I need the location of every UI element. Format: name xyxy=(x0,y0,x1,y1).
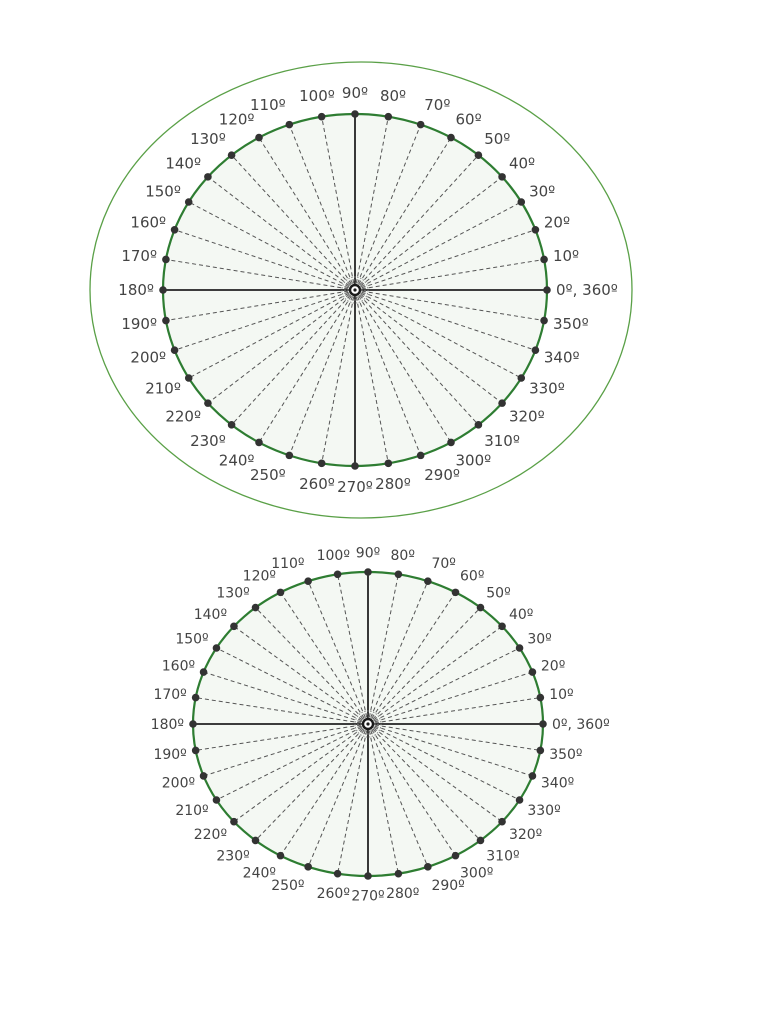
angle-label-130: 130º xyxy=(190,130,226,149)
angle-label-260: 260º xyxy=(316,885,350,902)
angle-marker-200 xyxy=(200,772,208,780)
angle-label-240: 240º xyxy=(242,865,276,882)
angle-marker-350 xyxy=(540,317,548,325)
angle-marker-70 xyxy=(417,121,425,129)
angle-marker-190 xyxy=(162,317,170,325)
angle-marker-170 xyxy=(192,694,200,702)
angle-label-310: 310º xyxy=(486,848,520,865)
angle-label-350: 350º xyxy=(549,746,583,763)
angle-label-190: 190º xyxy=(153,746,187,763)
angle-marker-70 xyxy=(424,577,432,585)
angle-marker-60 xyxy=(447,134,455,142)
angle-label-50: 50º xyxy=(486,585,511,602)
angle-label-290: 290º xyxy=(424,466,460,485)
angle-marker-10 xyxy=(537,694,545,702)
angle-label-110: 110º xyxy=(271,555,305,572)
angle-marker-230 xyxy=(228,421,236,429)
angle-label-200: 200º xyxy=(130,348,167,367)
angle-marker-140 xyxy=(230,622,238,630)
angle-label-290: 290º xyxy=(431,878,465,895)
angle-marker-170 xyxy=(162,256,170,264)
angle-label-170: 170º xyxy=(121,246,158,265)
angle-marker-320 xyxy=(498,818,506,826)
angle-label-330: 330º xyxy=(527,802,561,819)
angle-marker-210 xyxy=(213,796,221,804)
angle-label-40: 40º xyxy=(508,606,534,623)
angle-label-260: 260º xyxy=(299,475,335,494)
angle-label-170: 170º xyxy=(153,687,187,704)
angle-label-120: 120º xyxy=(242,568,276,585)
angle-marker-240 xyxy=(277,852,285,860)
angle-label-90: 90º xyxy=(341,83,369,102)
angle-marker-230 xyxy=(252,837,260,845)
angle-marker-290 xyxy=(417,452,425,460)
angle-label-70: 70º xyxy=(424,95,451,114)
angle-marker-90 xyxy=(364,568,372,576)
angle-label-320: 320º xyxy=(508,407,545,426)
angle-marker-220 xyxy=(230,818,238,826)
angle-label-270: 270º xyxy=(337,478,373,497)
angle-marker-30 xyxy=(517,198,525,206)
angle-marker-300 xyxy=(452,852,460,860)
angle-marker-160 xyxy=(171,226,179,234)
angle-label-220: 220º xyxy=(193,827,228,844)
angle-label-0: 0º, 360º xyxy=(556,281,618,299)
angle-marker-290 xyxy=(424,863,432,871)
angle-marker-150 xyxy=(185,198,193,206)
angle-marker-220 xyxy=(204,399,212,407)
angle-marker-240 xyxy=(255,439,263,447)
angle-label-120: 120º xyxy=(218,110,255,129)
angle-label-350: 350º xyxy=(552,315,589,334)
angle-label-230: 230º xyxy=(190,431,226,450)
angle-label-80: 80º xyxy=(379,86,407,105)
angle-label-160: 160º xyxy=(130,213,167,232)
angle-marker-250 xyxy=(286,452,294,460)
angle-marker-280 xyxy=(395,870,403,878)
angle-marker-260 xyxy=(334,870,342,878)
angle-marker-250 xyxy=(304,863,312,871)
angle-label-210: 210º xyxy=(145,379,181,398)
angle-marker-80 xyxy=(395,571,403,579)
angle-marker-270 xyxy=(364,872,372,880)
angle-marker-40 xyxy=(498,622,506,630)
angle-label-310: 310º xyxy=(484,431,520,450)
angle-marker-210 xyxy=(185,374,193,382)
angle-label-150: 150º xyxy=(175,631,209,648)
angle-marker-140 xyxy=(204,173,212,181)
angle-marker-0 xyxy=(543,286,551,294)
angle-label-180: 180º xyxy=(118,281,154,299)
angle-label-340: 340º xyxy=(540,775,575,792)
angle-marker-340 xyxy=(529,772,537,780)
angle-label-150: 150º xyxy=(145,182,181,201)
angle-marker-110 xyxy=(304,577,312,585)
angle-label-140: 140º xyxy=(165,154,202,173)
angle-marker-80 xyxy=(385,113,393,121)
angle-marker-0 xyxy=(539,720,547,728)
angle-label-70: 70º xyxy=(431,555,456,572)
angle-marker-150 xyxy=(213,644,221,652)
angle-marker-320 xyxy=(498,399,506,407)
angle-label-250: 250º xyxy=(250,466,286,485)
angle-marker-100 xyxy=(318,113,326,121)
angle-marker-60 xyxy=(452,589,460,597)
angle-label-0: 0º, 360º xyxy=(552,717,610,733)
angle-label-190: 190º xyxy=(121,315,158,334)
angle-marker-310 xyxy=(477,837,485,845)
upper-angle-circle xyxy=(90,62,632,518)
angle-label-300: 300º xyxy=(455,451,492,470)
angle-label-50: 50º xyxy=(484,130,511,149)
angle-label-110: 110º xyxy=(250,95,286,114)
angle-marker-110 xyxy=(286,121,294,129)
angle-label-10: 10º xyxy=(549,687,574,704)
angle-label-90: 90º xyxy=(355,545,381,562)
angle-marker-300 xyxy=(447,439,455,447)
angle-label-270: 270º xyxy=(351,888,385,905)
angle-marker-200 xyxy=(171,346,179,354)
angle-label-280: 280º xyxy=(386,885,420,902)
angle-label-230: 230º xyxy=(216,848,250,865)
angle-label-320: 320º xyxy=(508,827,543,844)
angle-marker-30 xyxy=(516,644,524,652)
angle-label-100: 100º xyxy=(299,86,335,105)
angle-marker-50 xyxy=(477,604,485,612)
angle-marker-120 xyxy=(255,134,263,142)
angle-label-240: 240º xyxy=(218,451,255,470)
angle-marker-260 xyxy=(318,460,326,468)
angle-label-60: 60º xyxy=(455,110,482,129)
angle-label-180: 180º xyxy=(150,717,184,733)
angle-marker-270 xyxy=(351,462,359,470)
angle-marker-10 xyxy=(540,256,548,264)
angle-label-140: 140º xyxy=(193,606,228,623)
angle-marker-310 xyxy=(475,421,483,429)
angle-label-40: 40º xyxy=(508,154,536,173)
angle-marker-180 xyxy=(189,720,197,728)
angle-marker-40 xyxy=(498,173,506,181)
angle-label-220: 220º xyxy=(165,407,202,426)
angle-label-20: 20º xyxy=(543,213,571,232)
angle-marker-50 xyxy=(475,151,483,159)
angle-marker-90 xyxy=(351,110,359,118)
angle-label-10: 10º xyxy=(552,246,580,265)
angle-label-250: 250º xyxy=(271,878,305,895)
angle-marker-330 xyxy=(516,796,524,804)
angle-label-200: 200º xyxy=(161,775,196,792)
angle-label-130: 130º xyxy=(216,585,250,602)
angle-marker-20 xyxy=(529,668,537,676)
angle-marker-280 xyxy=(385,460,393,468)
lower-angle-circle xyxy=(151,546,610,905)
angle-marker-120 xyxy=(277,589,285,597)
angle-label-300: 300º xyxy=(460,865,494,882)
angle-label-160: 160º xyxy=(161,658,196,675)
angle-marker-20 xyxy=(532,226,540,234)
angle-marker-130 xyxy=(252,604,260,612)
angle-label-20: 20º xyxy=(540,658,566,675)
angle-marker-180 xyxy=(159,286,167,294)
angle-label-330: 330º xyxy=(529,379,565,398)
angle-label-60: 60º xyxy=(460,568,485,585)
angle-label-30: 30º xyxy=(529,182,556,201)
angle-label-210: 210º xyxy=(175,802,209,819)
angle-label-80: 80º xyxy=(390,548,415,565)
angle-label-340: 340º xyxy=(543,348,580,367)
angle-label-280: 280º xyxy=(375,475,411,494)
angle-marker-350 xyxy=(537,747,545,755)
angle-marker-100 xyxy=(334,571,342,579)
angle-marker-330 xyxy=(517,374,525,382)
angle-marker-160 xyxy=(200,668,208,676)
angle-marker-190 xyxy=(192,747,200,755)
angle-marker-130 xyxy=(228,151,236,159)
angle-label-30: 30º xyxy=(527,631,552,648)
angle-label-100: 100º xyxy=(316,548,350,565)
angle-marker-340 xyxy=(532,346,540,354)
